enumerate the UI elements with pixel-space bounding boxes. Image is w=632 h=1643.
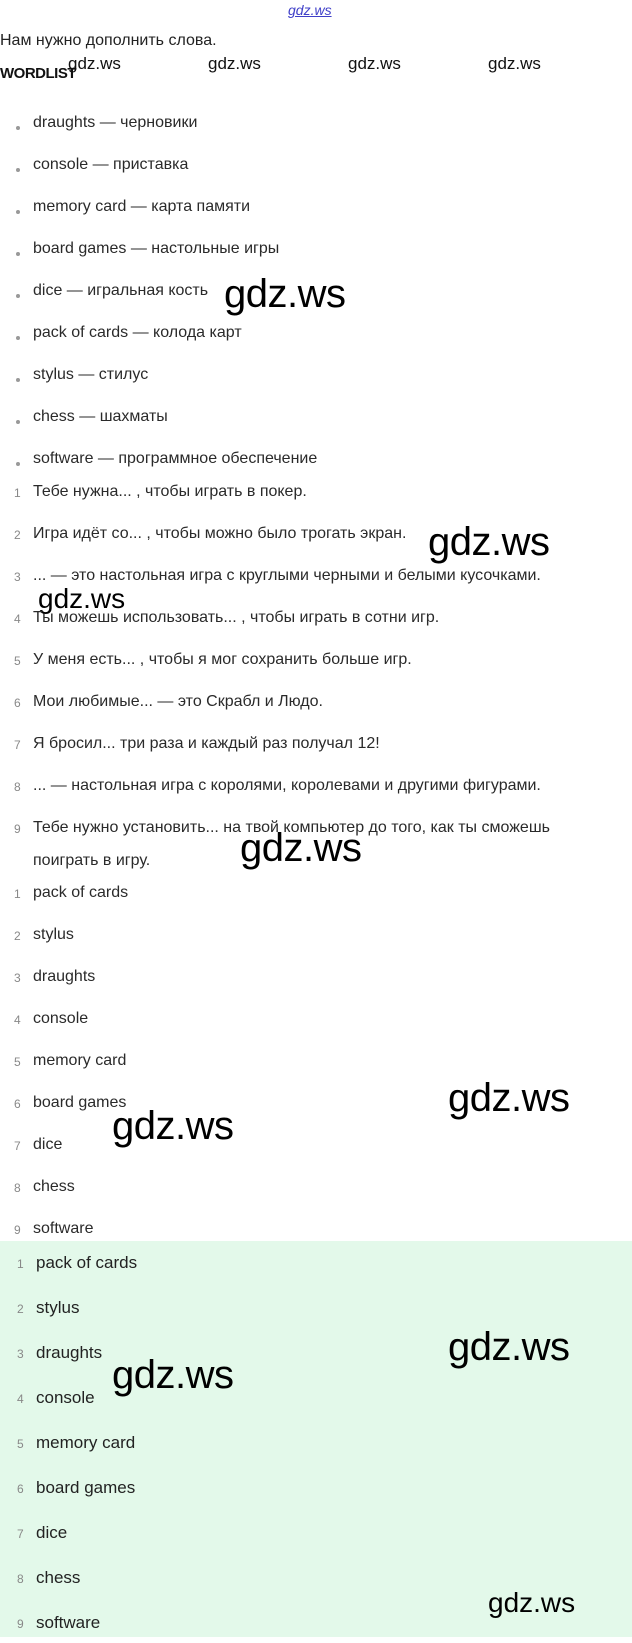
intro-text: Нам нужно дополнить слова. bbox=[0, 32, 217, 49]
watermark: gdz.ws bbox=[240, 826, 362, 870]
watermark: gdz.ws bbox=[224, 272, 346, 316]
watermark: gdz.ws bbox=[428, 520, 550, 564]
bullet bbox=[16, 168, 20, 172]
watermark: gdz.ws bbox=[112, 1104, 234, 1148]
watermark: gdz.ws bbox=[348, 54, 401, 73]
watermark: gdz.ws bbox=[208, 54, 261, 73]
bullet bbox=[16, 294, 20, 298]
watermark: gdz.ws bbox=[488, 1587, 576, 1618]
bullet bbox=[16, 252, 20, 256]
watermark: gdz.ws bbox=[38, 583, 126, 614]
watermark: gdz.ws bbox=[68, 54, 121, 73]
bullet bbox=[16, 420, 20, 424]
site-logo-link[interactable]: gdz.ws bbox=[288, 2, 332, 18]
bullet bbox=[16, 462, 20, 466]
watermark: gdz.ws bbox=[488, 54, 541, 73]
watermark: gdz.ws bbox=[112, 1353, 234, 1397]
bullet bbox=[16, 378, 20, 382]
bullet bbox=[16, 336, 20, 340]
watermark: gdz.ws bbox=[448, 1076, 570, 1120]
bullet bbox=[16, 126, 20, 130]
bullet bbox=[16, 210, 20, 214]
wordlist-title: WORDLIST bbox=[0, 65, 76, 82]
watermark: gdz.ws bbox=[448, 1325, 570, 1369]
answer-panel: 1 pack of cards 2 stylus 3 draughts 4 console 5 memory card 6 board games 7 dice 8 chess 9 software gdz.ws gdz.ws gdz.ws bbox=[0, 1241, 632, 1637]
